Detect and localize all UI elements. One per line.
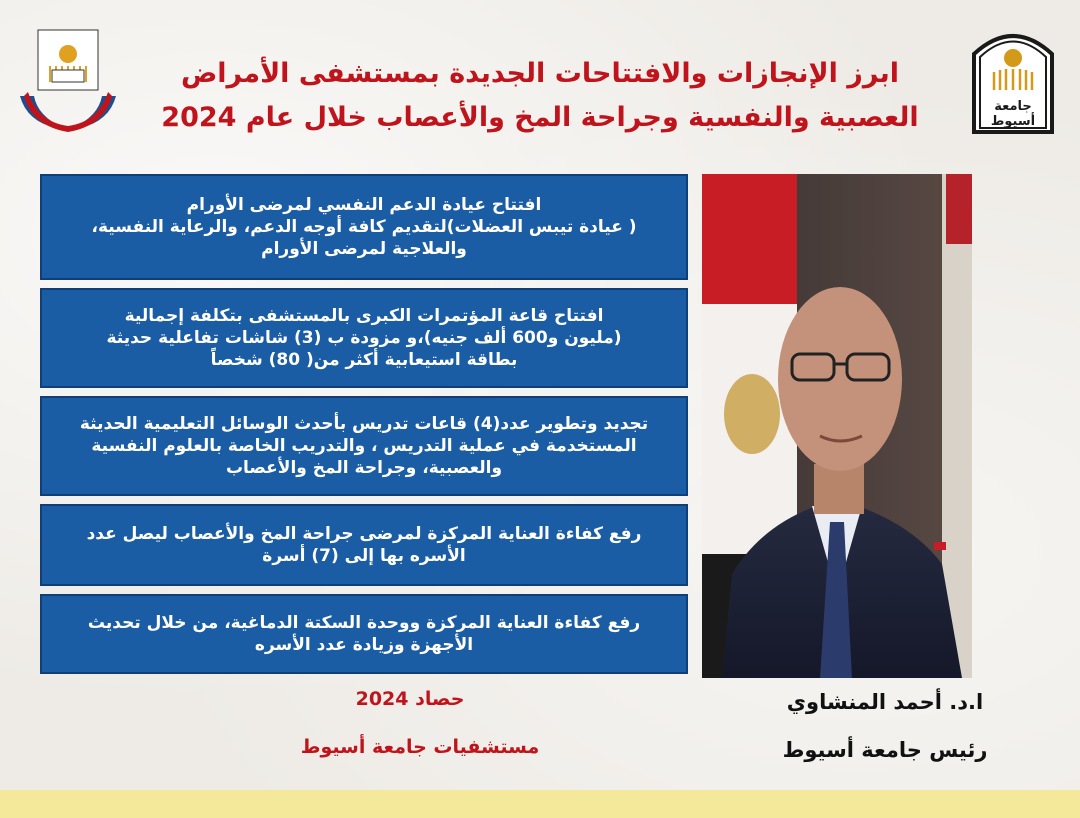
- hospitals-hands-logo: [18, 26, 118, 138]
- achievement-text: تجديد وتطوير عدد(4) قاعات تدريس بأحدث الوسائل التعليمية الحديثة: [79, 414, 649, 434]
- president-portrait: [702, 174, 972, 678]
- achievement-text: افتتاح قاعة المؤتمرات الكبرى بالمستشفى بتكلفة إجمالية: [124, 306, 604, 326]
- achievement-text: والعلاجية لمرضى الأورام: [261, 239, 467, 259]
- achievement-text: (مليون و600 ألف جنيه)،و مزودة ب (3) شاشات تفاعلية حديثة: [106, 328, 622, 348]
- assiut-university-logo: [968, 24, 1058, 134]
- svg-text:جامعة: جامعة: [994, 99, 1032, 114]
- achievement-text: رفع كفاءة العناية المركزة لمرضى جراحة المخ والأعصاب ليصل عدد: [86, 524, 642, 544]
- title-line-2: العصبية والنفسية وجراحة المخ والأعصاب خلال عام 2024: [161, 102, 919, 133]
- achievement-text: بطاقة استيعابية أكثر من( 80) شخصاً: [210, 350, 518, 370]
- page-title: [140, 52, 940, 140]
- achievement-box-2: [40, 288, 688, 388]
- harvest-label: حصاد 2024: [355, 688, 465, 710]
- achievement-box-3: [40, 396, 688, 496]
- achievement-text: افتتاح عيادة الدعم النفسي لمرضى الأورام: [186, 195, 542, 215]
- president-role: رئيس جامعة أسيوط: [782, 738, 988, 762]
- achievement-text: المستخدمة في عملية التدريس ، والتدريب الخاصة بالعلوم النفسية: [91, 436, 637, 456]
- achievement-text: رفع كفاءة العناية المركزة ووحدة السكتة الدماغية، من خلال تحديث: [87, 613, 641, 633]
- president-name: ا.د. أحمد المنشاوي: [786, 690, 984, 714]
- title-line-1: ابرز الإنجازات والافتتاحات الجديدة بمستشفى الأمراض: [180, 58, 900, 89]
- achievement-text: الأجهزة وزيادة عدد الأسره: [254, 635, 474, 655]
- achievement-text: الأسره بها إلى (7) أسرة: [262, 546, 466, 566]
- svg-text:أسيوط: أسيوط: [990, 114, 1036, 129]
- achievement-box-1: [40, 174, 688, 280]
- hospitals-label: مستشفيات جامعة أسيوط: [300, 736, 540, 758]
- achievement-text: ( عيادة تيبس العضلات)لتقديم كافة أوجه الدعم، والرعاية النفسية،: [91, 217, 637, 237]
- footer-bar: [0, 790, 1080, 818]
- achievement-box-4: [40, 504, 688, 586]
- achievement-text: والعصبية، وجراحة المخ والأعصاب: [225, 458, 503, 478]
- achievement-box-5: [40, 594, 688, 674]
